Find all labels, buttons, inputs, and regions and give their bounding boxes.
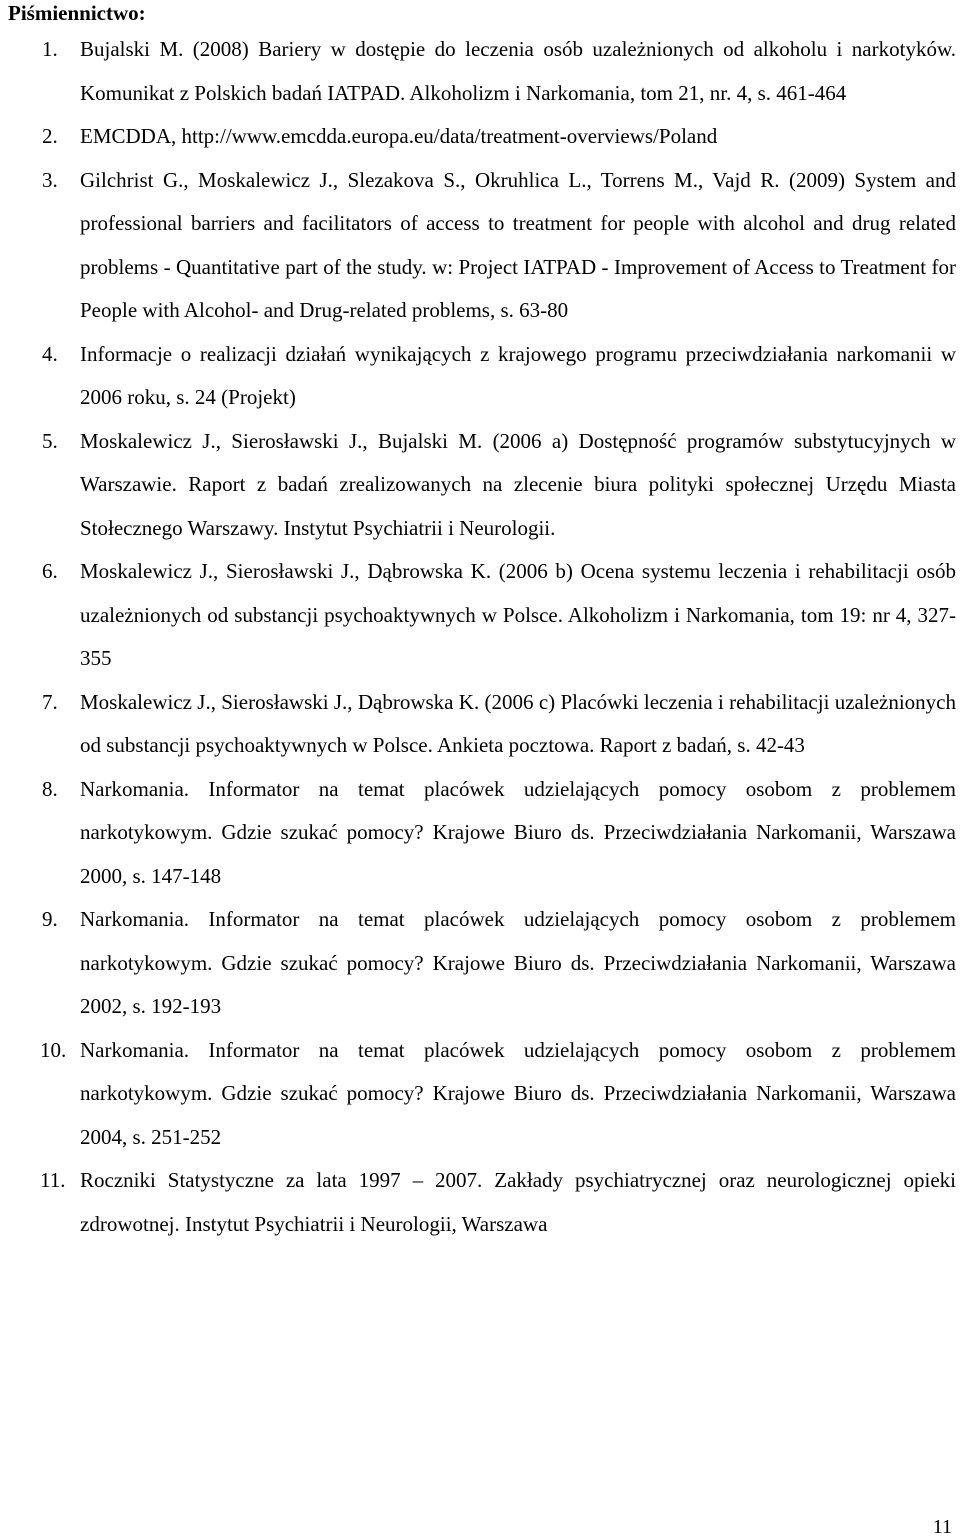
reference-number: 2. bbox=[42, 124, 58, 148]
reference-number: 9. bbox=[42, 907, 58, 931]
page-number: 11 bbox=[932, 1516, 952, 1538]
reference-number: 5. bbox=[42, 428, 58, 453]
reference-item bbox=[0, 333, 956, 420]
reference-text: Moskalewicz J., Sierosławski J., Dąbrowska K. (2006 b) Ocena systemu leczenia i rehabilitacji osób uzależnionych od substancji psychoaktywnych w Polsce. Alkoholizm i Narkomania, tom 19: nr 4, 327-355 bbox=[80, 559, 956, 670]
reference-number: 4. bbox=[42, 341, 58, 366]
reference-text: Gilchrist G., Moskalewicz J., Slezakova S., Okruhlica L., Torrens M., Vajd R. (2009) System and professional barriers and facilitators of access to treatment for people with alcohol and drug related problems - Quantitative part of the study. w: Project IATPAD - Improvement of Access to Treatment for People with Alcohol- and Drug-related problems, s. 63-80 bbox=[80, 167, 956, 322]
reference-text: Moskalewicz J., Sierosławski J., Bujalski M. (2006 a) Dostępność programów substytucyjnych w Warszawie. Raport z badań zrealizowanych na zlecenie biura polityki społecznej Urzędu Miasta Stołecznego Warszawy. Instytut Psychiatrii i Neurologii. bbox=[80, 428, 956, 540]
reference-number: 3. bbox=[42, 167, 58, 192]
reference-item bbox=[0, 1159, 956, 1246]
reference-number: 6. bbox=[42, 559, 58, 583]
reference-item bbox=[0, 115, 956, 159]
reference-text: Bujalski M. (2008) Bariery w dostępie do leczenia osób uzależnionych od alkoholu i narkotyków. Komunikat z Polskich badań IATPAD. Alkoholizm i Narkomania, tom 21, nr. 4, s. 461-464 bbox=[80, 37, 956, 105]
bibliography-heading: Piśmiennictwo: bbox=[8, 1, 146, 25]
reference-item bbox=[0, 681, 956, 768]
reference-text: Informacje o realizacji działań wynikających z krajowego programu przeciwdziałania narkomanii w 2006 roku, s. 24 (Projekt) bbox=[80, 341, 956, 409]
reference-item bbox=[0, 420, 956, 551]
reference-text: Narkomania. Informator na temat placówek udzielających pomocy osobom z problemem narkotykowym. Gdzie szukać pomocy? Krajowe Biuro ds. Przeciwdziałania Narkomanii, Warszawa 2004, s. 251-252 bbox=[80, 1037, 956, 1149]
reference-item bbox=[0, 28, 956, 115]
reference-item bbox=[0, 1029, 956, 1160]
reference-text: Moskalewicz J., Sierosławski J., Dąbrowska K. (2006 c) Placówki leczenia i rehabilitacji uzależnionych od substancji psychoaktywnych w Polsce. Ankieta pocztowa. Raport z badań, s. 42-43 bbox=[80, 689, 956, 757]
reference-text: Roczniki Statystyczne za lata 1997 – 2007. Zakłady psychiatrycznej oraz neurologicznej opieki zdrowotnej. Instytut Psychiatrii i Neurologii, Warszawa bbox=[80, 1168, 956, 1236]
reference-item bbox=[0, 898, 956, 1029]
reference-item bbox=[0, 159, 956, 333]
reference-number: 11. bbox=[40, 1168, 66, 1192]
reference-item bbox=[0, 768, 956, 899]
reference-text: Narkomania. Informator na temat placówek udzielających pomocy osobom z problemem narkotykowym. Gdzie szukać pomocy? Krajowe Biuro ds. Przeciwdziałania Narkomanii, Warszawa 2002, s. 192-193 bbox=[80, 907, 956, 1018]
reference-list bbox=[0, 28, 960, 1246]
reference-number: 7. bbox=[42, 689, 58, 714]
reference-text: Narkomania. Informator na temat placówek udzielających pomocy osobom z problemem narkotykowym. Gdzie szukać pomocy? Krajowe Biuro ds. Przeciwdziałania Narkomanii, Warszawa 2000, s. 147-148 bbox=[80, 776, 956, 888]
reference-text: EMCDDA, http://www.emcdda.europa.eu/data/treatment-overviews/Poland bbox=[80, 124, 718, 148]
reference-item bbox=[0, 550, 956, 681]
reference-number: 1. bbox=[42, 37, 58, 61]
reference-number: 8. bbox=[42, 776, 58, 801]
reference-number: 10. bbox=[40, 1037, 67, 1062]
